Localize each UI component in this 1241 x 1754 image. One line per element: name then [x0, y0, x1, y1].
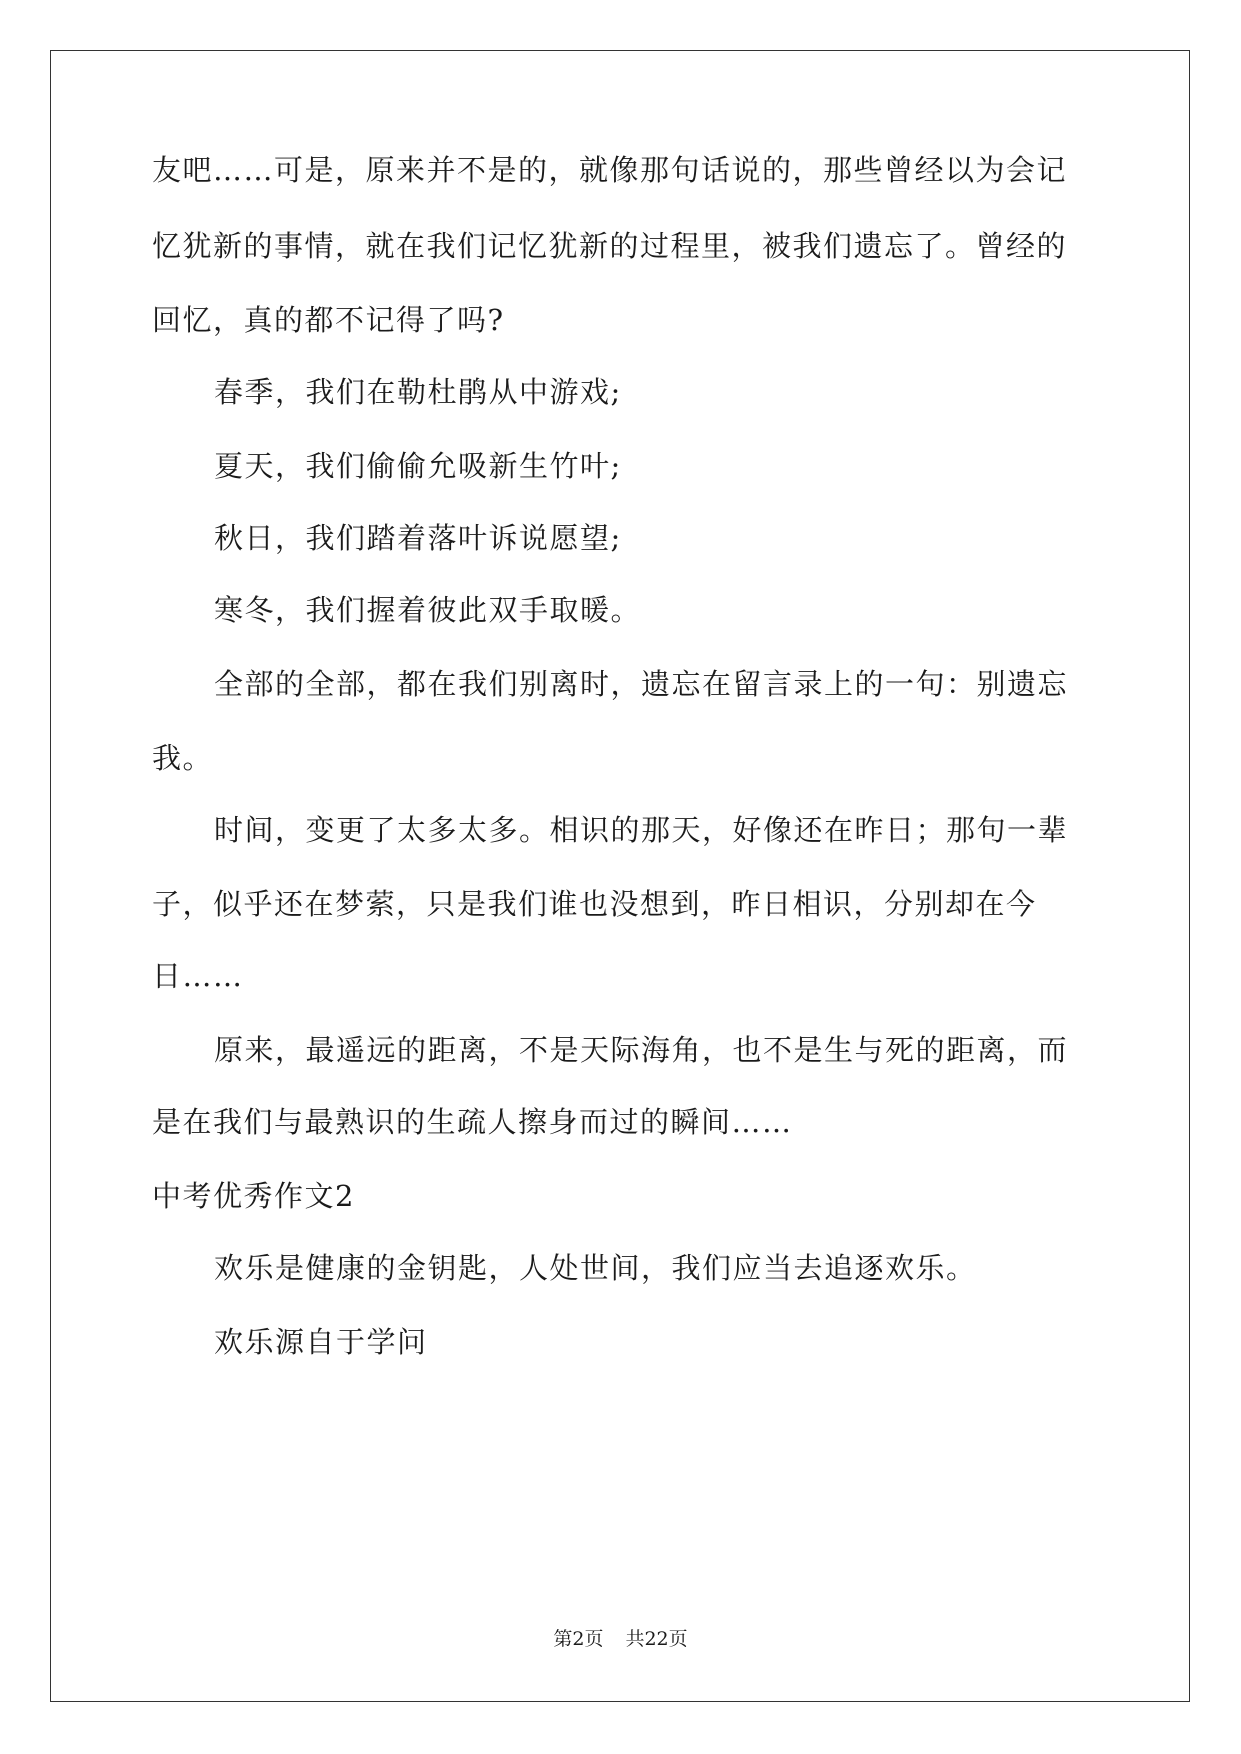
text-line: 我。 — [152, 741, 214, 775]
page-border — [50, 50, 1190, 1702]
text-line: 欢乐是健康的金钥匙，人处世间，我们应当去追逐欢乐。 — [214, 1251, 977, 1285]
page-total: 共22页 — [625, 1628, 688, 1650]
text-line: 是在我们与最熟识的生疏人擦身而过的瞬间…… — [152, 1105, 793, 1139]
text-line: 春季，我们在勒杜鹃从中游戏; — [214, 375, 622, 409]
text-line: 寒冬，我们握着彼此双手取暖。 — [214, 593, 642, 627]
text-line: 夏天，我们偷偷允吸新生竹叶; — [214, 449, 622, 483]
text-line: 忆犹新的事情，就在我们记忆犹新的过程里，被我们遗忘了。曾经的 — [152, 229, 1068, 263]
text-line: 欢乐源自于学问 — [214, 1325, 428, 1359]
page-footer — [0, 1626, 1241, 1652]
text-line: 回忆，真的都不记得了吗? — [152, 303, 505, 337]
text-line: 全部的全部，都在我们别离时，遗忘在留言录上的一句：别遗忘 — [214, 667, 1069, 701]
text-line: 时间，变更了太多太多。相识的那天，好像还在昨日；那句一辈 — [214, 813, 1069, 847]
text-line: 子，似乎还在梦萦，只是我们谁也没想到，昨日相识，分别却在今 — [152, 887, 1037, 921]
text-line: 友吧……可是，原来并不是的，就像那句话说的，那些曾经以为会记 — [152, 153, 1068, 187]
text-line: 日…… — [152, 959, 244, 993]
text-line: 秋日，我们踏着落叶诉说愿望; — [214, 521, 622, 555]
text-line: 原来，最遥远的距离，不是天际海角，也不是生与死的距离，而 — [214, 1033, 1069, 1067]
page-number: 第2页 — [553, 1628, 604, 1650]
section-heading: 中考优秀作文2 — [152, 1179, 355, 1213]
